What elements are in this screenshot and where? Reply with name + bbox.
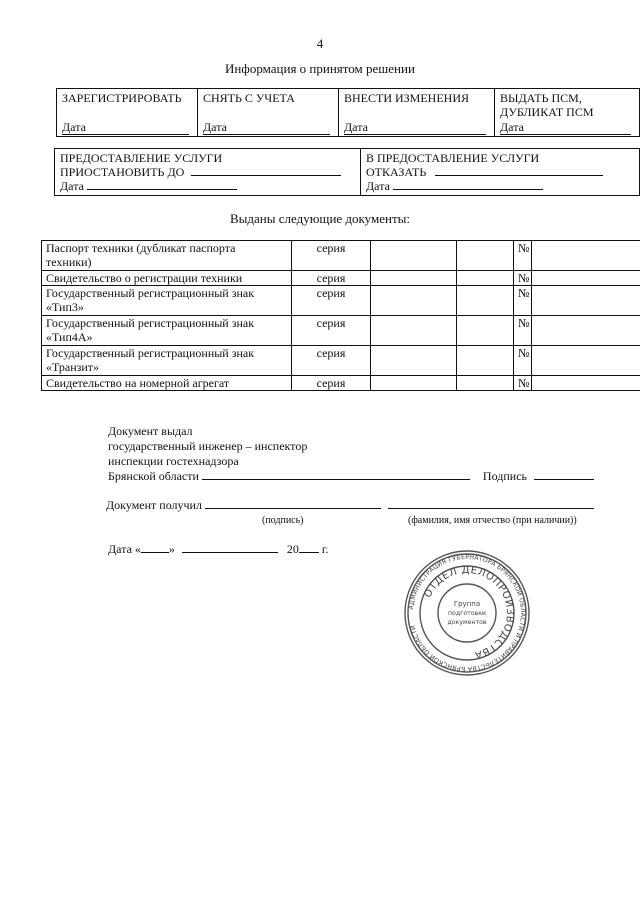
document-name: Государственный регистрационный знак	[46, 316, 255, 330]
amend-date-field: Дата	[344, 121, 486, 135]
documents-table	[41, 240, 640, 391]
date-month-field	[182, 552, 278, 553]
receiver-signature-caption: (подпись)	[262, 515, 304, 526]
date-quote-close: »	[168, 542, 175, 556]
number-spacer-cell	[457, 316, 514, 346]
register-date-field: Дата	[62, 121, 189, 135]
issuer-line-3: инспекции гостехнадзора	[108, 454, 239, 468]
receiver-signature-field	[205, 508, 381, 509]
suspend-date-row	[60, 179, 355, 193]
official-stamp	[402, 548, 532, 682]
date-year-prefix: 20	[286, 542, 299, 556]
stamp-center-line-2: подготовки	[448, 610, 486, 617]
table-row	[42, 241, 640, 271]
deregister-date-field: Дата	[203, 121, 330, 135]
document-name-cell	[42, 316, 292, 346]
date-day-field	[141, 552, 169, 553]
receiver-row	[106, 498, 594, 513]
document-name: Свидетельство о регистрации техники	[46, 271, 243, 285]
amend-cell	[339, 89, 495, 136]
decision-heading: Информация о принятом решении	[225, 61, 415, 76]
issuer-name-field	[202, 479, 470, 480]
deregister-label: СНЯТЬ С УЧЕТА	[203, 91, 295, 105]
series-label: серия	[292, 241, 371, 271]
refuse-reason-field	[435, 175, 603, 176]
amend-label: ВНЕСТИ ИЗМЕНЕНИЯ	[344, 91, 470, 105]
number-spacer-cell	[457, 271, 514, 286]
number-spacer-cell	[457, 346, 514, 376]
suspend-until-field	[191, 175, 341, 176]
decision-box	[56, 88, 640, 137]
register-cell	[57, 89, 198, 136]
document-name-cell	[42, 286, 292, 316]
service-box	[54, 148, 640, 196]
refuse-date-field	[393, 189, 543, 190]
receiver-label: Документ получил	[106, 498, 202, 512]
table-row	[42, 346, 640, 376]
issuer-line-4-row	[108, 469, 594, 484]
document-name: Государственный регистрационный знак	[46, 346, 255, 360]
series-label: серия	[292, 316, 371, 346]
refuse-date-row	[366, 179, 634, 193]
number-value-cell	[532, 346, 640, 376]
number-label: №	[514, 271, 532, 286]
series-label: серия	[292, 286, 371, 316]
number-label: №	[514, 316, 532, 346]
series-value-cell	[371, 316, 457, 346]
series-value-cell	[371, 241, 457, 271]
documents-heading: Выданы следующие документы:	[230, 211, 410, 226]
issuer-line-2: государственный инженер – инспектор	[108, 439, 308, 453]
number-value-cell	[532, 271, 640, 286]
date-year-field	[299, 552, 319, 553]
document-name-cell	[42, 271, 292, 286]
number-label: №	[514, 286, 532, 316]
number-spacer-cell	[457, 286, 514, 316]
document-name-cell	[42, 376, 292, 391]
stamp-center-line-3: документов	[447, 619, 487, 626]
series-label: серия	[292, 271, 371, 286]
document-name: Государственный регистрационный знак	[46, 286, 255, 300]
number-spacer-cell	[457, 376, 514, 391]
issue-psm-cell	[495, 89, 639, 136]
number-label: №	[514, 346, 532, 376]
number-value-cell	[532, 316, 640, 346]
document-name: Свидетельство на номерной агрегат	[46, 376, 230, 390]
document-name-cont: «Транзит»	[46, 360, 100, 374]
issuer-block	[108, 424, 594, 484]
issuer-line-4: Брянской области	[108, 469, 199, 483]
document-name-cell	[42, 346, 292, 376]
receiver-name-caption: (фамилия, имя отчество (при наличии))	[408, 515, 577, 526]
stamp-middle-text: ОТДЕЛ ДЕЛОПРОИЗВОДСТВА	[422, 564, 516, 661]
series-label: серия	[292, 346, 371, 376]
document-name-cont: «Тип4А»	[46, 330, 93, 344]
number-spacer-cell	[457, 241, 514, 271]
table-row	[42, 286, 640, 316]
number-label: №	[514, 241, 532, 271]
refuse-cell	[361, 149, 639, 195]
refuse-action-label: ОТКАЗАТЬ	[366, 165, 427, 179]
table-row	[42, 376, 640, 391]
stamp-center-line-1: Группа	[453, 600, 481, 608]
series-value-cell	[371, 286, 457, 316]
issuer-signature-label: Подпись	[482, 469, 527, 483]
number-value-cell	[532, 286, 640, 316]
refuse-date-label: Дата	[366, 179, 390, 193]
refuse-row	[366, 165, 634, 179]
document-name-cont: техники)	[46, 255, 92, 269]
series-value-cell	[371, 346, 457, 376]
issue-psm-duplicate-label: ДУБЛИКАТ ПСМ	[500, 105, 594, 119]
date-label: Дата «	[108, 542, 141, 556]
deregister-cell	[198, 89, 339, 136]
series-value-cell	[371, 376, 457, 391]
suspend-date-field	[87, 189, 237, 190]
document-name-cont: «Тип3»	[46, 300, 84, 314]
register-label: ЗАРЕГИСТРИРОВАТЬ	[62, 91, 182, 105]
suspend-label: ПРЕДОСТАВЛЕНИЕ УСЛУГИ	[60, 151, 223, 165]
suspend-until-label: ПРИОСТАНОВИТЬ ДО	[60, 165, 185, 179]
suspend-date-label: Дата	[60, 179, 84, 193]
table-row	[42, 271, 640, 286]
receiver-name-field	[388, 508, 594, 509]
stamp-seal-icon	[402, 548, 532, 678]
issuer-line-1: Документ выдал	[108, 424, 193, 438]
refuse-label: В ПРЕДОСТАВЛЕНИЕ УСЛУГИ	[366, 151, 540, 165]
series-label: серия	[292, 376, 371, 391]
document-name: Паспорт техники (дубликат паспорта	[46, 241, 236, 255]
issue-psm-label: ВЫДАТЬ ПСМ,	[500, 91, 582, 105]
issue-psm-date-field: Дата	[500, 121, 631, 135]
suspend-until-row	[60, 165, 355, 179]
date-year-suffix: г.	[321, 542, 329, 556]
number-label: №	[514, 376, 532, 391]
series-value-cell	[371, 271, 457, 286]
number-value-cell	[532, 241, 640, 271]
document-name-cell	[42, 241, 292, 271]
stamp-outer-text: АДМИНИСТРАЦИЯ ГУБЕРНАТОРА БРЯНСКОЙ ОБЛАСТИ И ПРАВИТЕЛЬСТВА БРЯНСКОЙ ОБЛАСТИ	[408, 553, 527, 673]
issuer-signature-field	[534, 479, 594, 480]
suspend-cell	[55, 149, 361, 195]
page-number: 4	[316, 36, 324, 51]
date-row	[108, 542, 329, 557]
table-row	[42, 316, 640, 346]
number-value-cell	[532, 376, 640, 391]
